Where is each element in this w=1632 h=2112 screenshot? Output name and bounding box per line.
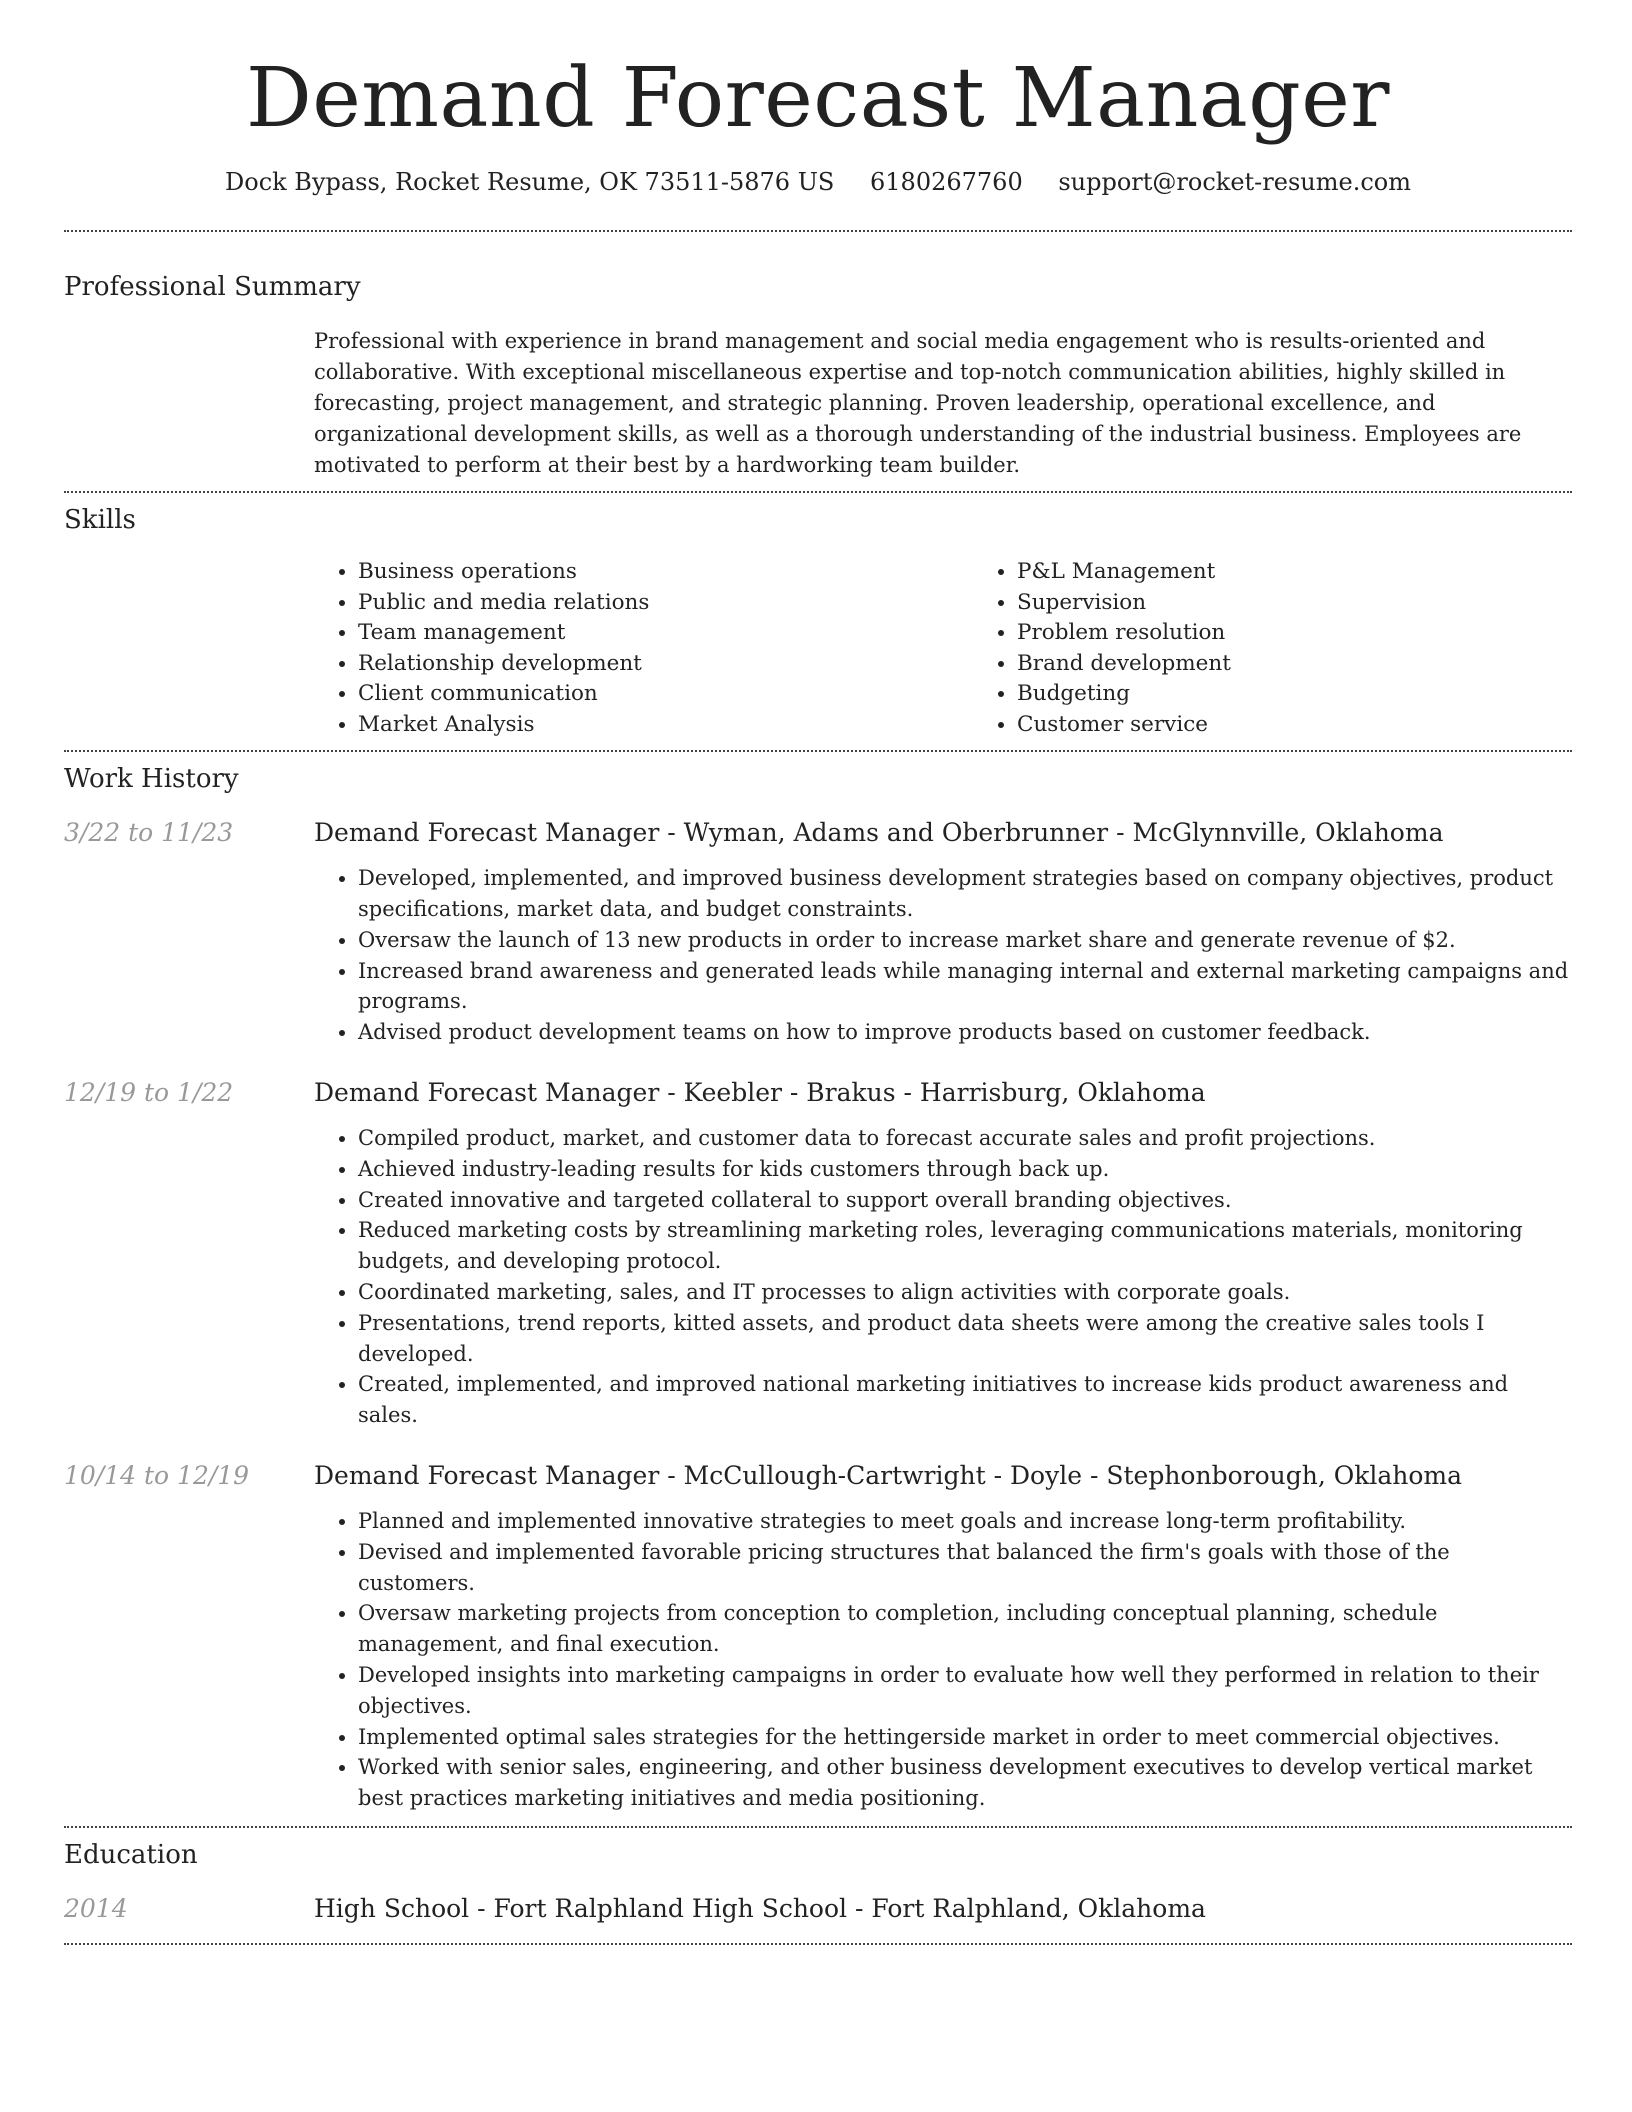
divider — [64, 1826, 1572, 1828]
education-year: 2014 — [64, 1893, 128, 1923]
section-title-education: Education — [64, 1839, 198, 1870]
job-heading: Demand Forecast Manager - Wyman, Adams and Oberbrunner - McGlynnville, Oklahoma — [314, 818, 1444, 848]
job-bullet: • Presentations, trend reports, kitted assets, and product data sheets were among the creative sales tools I developed. — [358, 1308, 1572, 1370]
job-heading: Demand Forecast Manager - McCullough-Cartwright - Doyle - Stephonborough, Oklahoma — [314, 1460, 1463, 1490]
skills-list-right — [973, 557, 1632, 740]
job-bullets — [314, 1506, 1572, 1814]
job-bullet: • Oversaw marketing projects from conception to completion, including conceptual planning, schedule management, and final execution. — [358, 1598, 1572, 1660]
skill-item: • Brand development — [1017, 649, 1632, 680]
skill-item: • Problem resolution — [1017, 618, 1632, 649]
job-bullet: • Worked with senior sales, engineering, and other business development executives to develop vertical market best practices marketing initiatives and media positioning. — [358, 1752, 1572, 1814]
job-bullet: • Oversaw the launch of 13 new products in order to increase market share and generate revenue of $2. — [358, 925, 1572, 956]
job-bullet: • Increased brand awareness and generated leads while managing internal and external marketing campaigns and programs. — [358, 956, 1572, 1018]
skill-item: • P&L Management — [1017, 557, 1632, 588]
job-bullets — [314, 1123, 1572, 1431]
job-bullet: • Devised and implemented favorable pricing structures that balanced the firm's goals with those of the customers. — [358, 1537, 1572, 1599]
divider — [64, 230, 1572, 232]
job-entry — [64, 1078, 1572, 1431]
job-dates: 3/22 to 11/23 — [64, 818, 234, 848]
summary-row — [64, 326, 1572, 481]
job-heading: Demand Forecast Manager - Keebler - Brakus - Harrisburg, Oklahoma — [314, 1077, 1206, 1107]
education-entry — [64, 1894, 1572, 1923]
skill-item: • Public and media relations — [358, 588, 973, 619]
job-bullet: • Compiled product, market, and customer data to forecast accurate sales and profit projections. — [358, 1123, 1572, 1154]
resume-page — [64, 0, 1572, 1945]
job-bullet: • Planned and implemented innovative strategies to meet goals and increase long-term profitability. — [358, 1506, 1572, 1537]
job-bullet: • Coordinated marketing, sales, and IT processes to align activities with corporate goals. — [358, 1277, 1572, 1308]
job-entry — [64, 818, 1572, 1048]
education-heading: High School - Fort Ralphland High School - Fort Ralphland, Oklahoma — [314, 1893, 1206, 1923]
skill-item: • Customer service — [1017, 710, 1632, 741]
section-title-skills: Skills — [64, 505, 136, 536]
contact-address: Dock Bypass, Rocket Resume, OK 73511-5876 US — [225, 168, 835, 197]
divider — [64, 1943, 1572, 1945]
job-bullet: • Achieved industry-leading results for kids customers through back up. — [358, 1154, 1572, 1185]
skill-item: • Supervision — [1017, 588, 1632, 619]
skill-item: • Budgeting — [1017, 679, 1632, 710]
skill-item: • Client communication — [358, 679, 973, 710]
job-bullet: • Implemented optimal sales strategies for the hettingerside market in order to meet commercial objectives. — [358, 1722, 1572, 1753]
summary-text: Professional with experience in brand management and social media engagement who is results-oriented and collaborative. With exceptional miscellaneous expertise and top-notch communication abilities, highly skilled in forecasting, project management, and strategic planning. Proven leadership, operational excellence, and organizational development skills, as well as a thorough understanding of the industrial business. Employees are motivated to perform at their best by a hardworking team builder. — [314, 329, 1522, 478]
skill-item: • Market Analysis — [358, 710, 973, 741]
section-title-summary: Professional Summary — [64, 272, 361, 303]
job-bullet: • Created innovative and targeted collateral to support overall branding objectives. — [358, 1185, 1572, 1216]
skills-list-left — [314, 557, 973, 740]
job-bullet: • Advised product development teams on how to improve products based on customer feedback. — [358, 1017, 1572, 1048]
contact-phone: 6180267760 — [870, 168, 1023, 197]
divider — [64, 750, 1572, 752]
contact-line — [64, 168, 1572, 196]
divider — [64, 491, 1572, 493]
skill-item: • Relationship development — [358, 649, 973, 680]
job-bullet: • Developed insights into marketing campaigns in order to evaluate how well they performed in relation to their objectives. — [358, 1660, 1572, 1722]
section-title-work: Work History — [64, 764, 239, 795]
job-dates: 10/14 to 12/19 — [64, 1460, 250, 1490]
job-entry — [64, 1461, 1572, 1814]
job-bullet: • Reduced marketing costs by streamlining marketing roles, leveraging communications materials, monitoring budgets, and developing protocol. — [358, 1215, 1572, 1277]
job-bullets — [314, 863, 1572, 1048]
contact-email: support@rocket-resume.com — [1058, 168, 1411, 197]
job-dates: 12/19 to 1/22 — [64, 1077, 234, 1107]
skills-row — [64, 557, 1572, 740]
skill-item: • Business operations — [358, 557, 973, 588]
job-bullet: • Created, implemented, and improved national marketing initiatives to increase kids product awareness and sales. — [358, 1369, 1572, 1431]
candidate-name: Demand Forecast Manager — [246, 51, 1390, 146]
skills-grid — [314, 557, 1632, 740]
skill-item: • Team management — [358, 618, 973, 649]
job-bullet: • Developed, implemented, and improved business development strategies based on company objectives, product specifications, market data, and budget constraints. — [358, 863, 1572, 925]
